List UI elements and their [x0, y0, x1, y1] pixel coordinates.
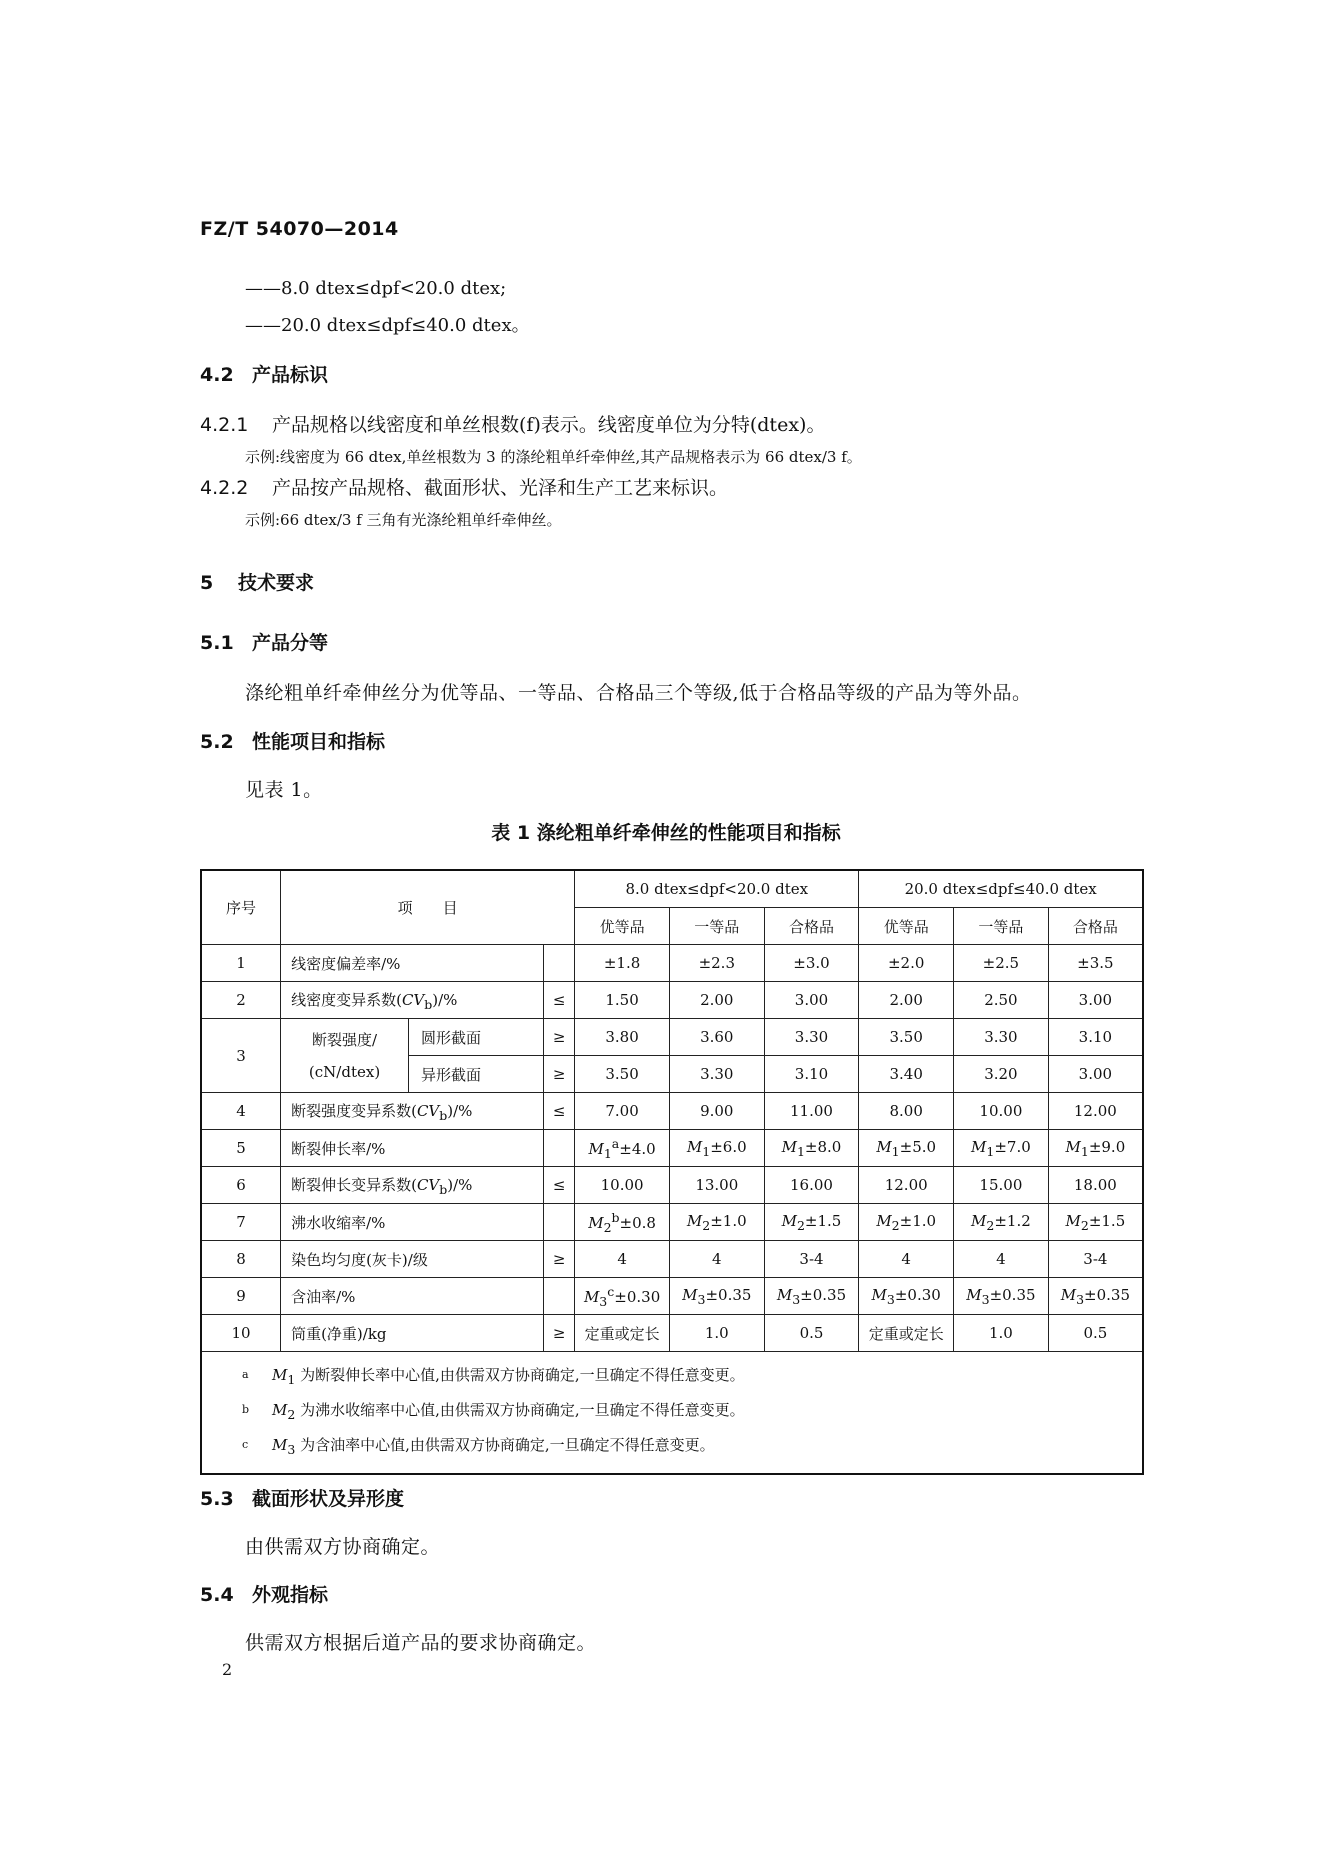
table-row — [201, 1167, 1143, 1204]
section-title: 产品标识 — [252, 364, 329, 386]
row-item: 线密度变异系数$(CV_b)/\%$ — [281, 982, 544, 1019]
row-no: 5 — [201, 1130, 281, 1167]
row-value: 3.80 — [575, 1019, 670, 1056]
row-value: 13.00 — [669, 1167, 764, 1204]
row-value: 3.00 — [1048, 1056, 1143, 1093]
row-value: $M_1\pm 7.0$ — [954, 1130, 1049, 1167]
grade-header: 合格品 — [1048, 908, 1143, 945]
row-value: 4 — [859, 1241, 954, 1278]
row-operator: ≥ — [544, 1241, 575, 1278]
header-group-1: 8.0 dtex≤dpf<20.0 dtex — [575, 870, 859, 908]
row-item: 断裂伸长变异系数$(CV_b)/\%$ — [281, 1167, 544, 1204]
row-value: 3.30 — [954, 1019, 1049, 1056]
row-value: 1.50 — [575, 982, 670, 1019]
row-no: 10 — [201, 1315, 281, 1352]
section-title: 外观指标 — [252, 1584, 329, 1606]
row-operator — [544, 1204, 575, 1241]
row-value: 3.50 — [575, 1056, 670, 1093]
row-item: 断裂伸长率/% — [281, 1130, 544, 1167]
row-no: 6 — [201, 1167, 281, 1204]
row-item: 断裂强度/ (cN/dtex) — [281, 1019, 409, 1093]
row-value: 12.00 — [859, 1167, 954, 1204]
row-item: 断裂强度变异系数$(CV_b)/\%$ — [281, 1093, 544, 1130]
section-5-2-text: 见表 1。 — [245, 779, 323, 801]
table-title: 表 1 涤纶粗单纤牵伸丝的性能项目和指标 — [491, 822, 841, 844]
row-value: ±3.0 — [764, 945, 859, 982]
row-value: 7.00 — [575, 1093, 670, 1130]
row-value: 3.10 — [764, 1056, 859, 1093]
clause-number: 4.2.1 — [200, 414, 249, 436]
row-operator — [544, 1278, 575, 1315]
row-operator — [544, 1130, 575, 1167]
section-5-3-heading — [200, 1484, 404, 1511]
row-operator: ≥ — [544, 1315, 575, 1352]
footnote-a: a $M_1$ 为断裂伸长率中心值,由供需双方协商确定,一旦确定不得任意变更。 — [242, 1366, 745, 1387]
table-row — [201, 1204, 1143, 1241]
row-value: 定重或定长 — [859, 1315, 954, 1352]
row-item: 染色均匀度(灰卡)/级 — [281, 1241, 544, 1278]
row-value: 12.00 — [1048, 1093, 1143, 1130]
grade-header: 合格品 — [764, 908, 859, 945]
header-group-2: 20.0 dtex≤dpf≤40.0 dtex — [859, 870, 1143, 908]
row-operator: ≤ — [544, 982, 575, 1019]
row-value: $M_1\pm 6.0$ — [669, 1130, 764, 1167]
range-item-2: ——20.0 dtex≤dpf≤40.0 dtex。 — [245, 315, 530, 336]
standard-code: FZ/T 54070—2014 — [200, 218, 399, 240]
section-number: 5.1 — [200, 632, 234, 654]
table-row — [201, 1093, 1143, 1130]
row-item: 筒重(净重)/kg — [281, 1315, 544, 1352]
grade-header: 优等品 — [859, 908, 954, 945]
clause-4-2-1 — [200, 410, 825, 437]
row-value: $M_1^a\pm 4.0$ — [575, 1130, 670, 1167]
section-4-2-heading — [200, 360, 328, 387]
row-value: $M_1\pm 5.0$ — [859, 1130, 954, 1167]
row-operator: ≥ — [544, 1019, 575, 1056]
row-value: 3.00 — [1048, 982, 1143, 1019]
section-title: 截面形状及异形度 — [252, 1488, 405, 1510]
example-4-2-1: 示例:线密度为 66 dtex,单丝根数为 3 的涤纶粗单纤牵伸丝,其产品规格表示为 66 dtex/3 f。 — [245, 448, 862, 466]
section-number: 4.2 — [200, 364, 234, 386]
section-5-heading — [200, 568, 314, 595]
section-title: 性能项目和指标 — [252, 731, 386, 753]
row-no: 1 — [201, 945, 281, 982]
row-value: $M_3\pm 0.30$ — [859, 1278, 954, 1315]
row-no: 2 — [201, 982, 281, 1019]
row-value: 定重或定长 — [575, 1315, 670, 1352]
row-value: ±2.5 — [954, 945, 1049, 982]
table-row — [201, 945, 1143, 982]
row-value: 3-4 — [1048, 1241, 1143, 1278]
section-number: 5.3 — [200, 1488, 234, 1510]
row-operator: ≤ — [544, 1093, 575, 1130]
section-number: 5.2 — [200, 731, 234, 753]
row-value: 3-4 — [764, 1241, 859, 1278]
row-value: 3.20 — [954, 1056, 1049, 1093]
footnote-b: b $M_2$ 为沸水收缩率中心值,由供需双方协商确定,一旦确定不得任意变更。 — [242, 1401, 745, 1422]
row-no: 7 — [201, 1204, 281, 1241]
section-5-4-heading — [200, 1580, 328, 1607]
row-value: $M_2\pm 1.0$ — [859, 1204, 954, 1241]
row-value: $M_2\pm 1.2$ — [954, 1204, 1049, 1241]
table-footnotes-row — [201, 1352, 1143, 1475]
row-value: 16.00 — [764, 1167, 859, 1204]
row-operator — [544, 945, 575, 982]
row-value: 4 — [575, 1241, 670, 1278]
row-value: $M_3\pm 0.35$ — [1048, 1278, 1143, 1315]
row-operator: ≥ — [544, 1056, 575, 1093]
row-value: 15.00 — [954, 1167, 1049, 1204]
row-value: $M_2\pm 1.5$ — [1048, 1204, 1143, 1241]
row-no: 9 — [201, 1278, 281, 1315]
row-value: 2.50 — [954, 982, 1049, 1019]
row-value: $M_3\pm 0.35$ — [954, 1278, 1049, 1315]
row-value: 9.00 — [669, 1093, 764, 1130]
row-value: 3.30 — [764, 1019, 859, 1056]
table-header-row — [201, 870, 1143, 908]
header-no: 序号 — [201, 870, 281, 945]
row-value: 10.00 — [954, 1093, 1049, 1130]
row-item: 线密度偏差率/% — [281, 945, 544, 982]
table-row — [201, 1315, 1143, 1352]
example-4-2-2: 示例:66 dtex/3 f 三角有光涤纶粗单纤牵伸丝。 — [245, 511, 562, 529]
row-subitem: 异形截面 — [409, 1056, 544, 1093]
row-value: ±1.8 — [575, 945, 670, 982]
row-value: 2.00 — [669, 982, 764, 1019]
row-value: $M_3\pm 0.35$ — [669, 1278, 764, 1315]
row-value: 18.00 — [1048, 1167, 1143, 1204]
row-subitem: 圆形截面 — [409, 1019, 544, 1056]
table-row — [201, 1241, 1143, 1278]
row-value: 4 — [669, 1241, 764, 1278]
section-5-2-heading — [200, 727, 385, 754]
row-value: $M_3^c\pm 0.30$ — [575, 1278, 670, 1315]
row-value: 3.30 — [669, 1056, 764, 1093]
clause-text: 产品规格以线密度和单丝根数(f)表示。线密度单位为分特(dtex)。 — [272, 414, 826, 436]
clause-number: 4.2.2 — [200, 477, 249, 499]
row-operator: ≤ — [544, 1167, 575, 1204]
page-number: 2 — [222, 1660, 233, 1679]
clause-4-2-2 — [200, 473, 728, 500]
row-item: 含油率/% — [281, 1278, 544, 1315]
header-item: 项 目 — [281, 870, 575, 945]
row-value: 0.5 — [764, 1315, 859, 1352]
grade-header: 一等品 — [954, 908, 1049, 945]
row-no: 8 — [201, 1241, 281, 1278]
row-value: $M_2\pm 1.5$ — [764, 1204, 859, 1241]
section-5-1-text: 涤纶粗单纤牵伸丝分为优等品、一等品、合格品三个等级,低于合格品等级的产品为等外品。 — [245, 682, 1032, 704]
section-5-4-text: 供需双方根据后道产品的要求协商确定。 — [245, 1632, 597, 1654]
row-value: 0.5 — [1048, 1315, 1143, 1352]
range-item-1: ——8.0 dtex≤dpf<20.0 dtex; — [245, 278, 507, 299]
table-row — [201, 1278, 1143, 1315]
spec-table — [200, 869, 1144, 1475]
clause-text: 产品按产品规格、截面形状、光泽和生产工艺来标识。 — [272, 477, 729, 499]
section-5-1-heading — [200, 628, 328, 655]
row-value: $M_1\pm 8.0$ — [764, 1130, 859, 1167]
section-title: 产品分等 — [252, 632, 329, 654]
row-no: 4 — [201, 1093, 281, 1130]
row-value: $M_2^b\pm 0.8$ — [575, 1204, 670, 1241]
row-value: 3.50 — [859, 1019, 954, 1056]
row-item: 沸水收缩率/% — [281, 1204, 544, 1241]
section-number: 5.4 — [200, 1584, 234, 1606]
row-no: 3 — [201, 1019, 281, 1093]
table-row — [201, 1130, 1143, 1167]
row-value: 10.00 — [575, 1167, 670, 1204]
row-value: $M_1\pm 9.0$ — [1048, 1130, 1143, 1167]
row-value: 2.00 — [859, 982, 954, 1019]
section-5-3-text: 由供需双方协商确定。 — [245, 1536, 441, 1558]
row-value: 4 — [954, 1241, 1049, 1278]
row-value: $M_3\pm 0.35$ — [764, 1278, 859, 1315]
row-value: ±2.0 — [859, 945, 954, 982]
grade-header: 优等品 — [575, 908, 670, 945]
row-value: 3.00 — [764, 982, 859, 1019]
row-value: 3.60 — [669, 1019, 764, 1056]
row-value: 3.40 — [859, 1056, 954, 1093]
table-row — [201, 1019, 1143, 1056]
row-value: ±3.5 — [1048, 945, 1143, 982]
row-value: 11.00 — [764, 1093, 859, 1130]
row-value: ±2.3 — [669, 945, 764, 982]
footnote-c: c $M_3$ 为含油率中心值,由供需双方协商确定,一旦确定不得任意变更。 — [242, 1436, 715, 1457]
section-title: 技术要求 — [238, 572, 315, 594]
table-row — [201, 982, 1143, 1019]
row-value: 1.0 — [954, 1315, 1049, 1352]
row-value: 8.00 — [859, 1093, 954, 1130]
grade-header: 一等品 — [669, 908, 764, 945]
row-value: $M_2\pm 1.0$ — [669, 1204, 764, 1241]
table-footnotes — [201, 1352, 1143, 1475]
section-number: 5 — [200, 572, 214, 594]
row-value: 1.0 — [669, 1315, 764, 1352]
row-value: 3.10 — [1048, 1019, 1143, 1056]
